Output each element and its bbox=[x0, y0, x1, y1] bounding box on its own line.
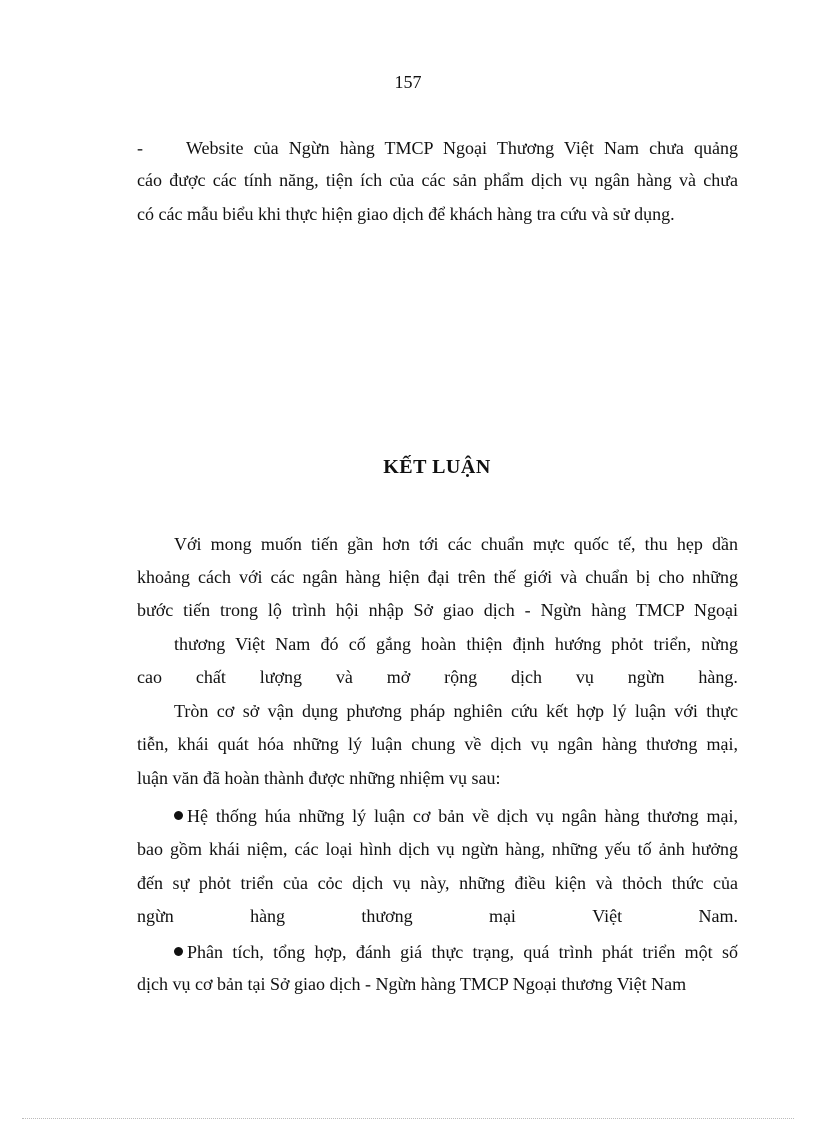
p2-line-1: Tròn cơ sở vận dụng phương pháp nghiên cứu kết hợp lý luận với thực bbox=[174, 701, 738, 721]
top-line-2: cáo được các tính năng, tiện ích của các sản phẩm dịch vụ ngân hàng và chưa bbox=[137, 170, 738, 190]
word: mại bbox=[488, 906, 516, 926]
p1-line-5 bbox=[137, 665, 738, 689]
bullet-2-line-1-text: Phân tích, tổng hợp, đánh giá thực trạng, quá trình phát triển một số bbox=[187, 942, 738, 962]
bullet-1-line-3: đến sự phỏt triển của cỏc dịch vụ này, những điều kiện và thỏch thức của bbox=[137, 873, 738, 893]
word: cao bbox=[137, 667, 162, 687]
p2-line-2: tiễn, khái quát hóa những lý luận chung về dịch vụ ngân hàng thương mại, bbox=[137, 734, 738, 754]
word: rộng bbox=[444, 667, 478, 687]
bullet-2-line-2: dịch vụ cơ bản tại Sở giao dịch - Ngừn hàng TMCP Ngoại thương Việt Nam bbox=[137, 974, 687, 994]
top-line-1-text: Website của Ngừn hàng TMCP Ngoại Thương Việt Nam chưa quảng bbox=[186, 138, 738, 158]
p1-line-3: bước tiến trong lộ trình hội nhập Sở giao dịch - Ngừn hàng TMCP Ngoại bbox=[137, 600, 738, 620]
p1-line-4: thương Việt Nam đó cố gắng hoàn thiện định hướng phỏt triển, nừng bbox=[174, 634, 738, 654]
word: và bbox=[335, 667, 353, 687]
bullet-1-line-2: bao gồm khái niệm, các loại hình dịch vụ ngừn hàng, những yếu tố ảnh hưởng bbox=[137, 839, 738, 859]
bullet-1-line-4 bbox=[137, 904, 738, 928]
p1-line-2: khoảng cách với các ngân hàng hiện đại trên thế giới và chuẩn bị cho những bbox=[137, 567, 738, 587]
word: hàng. bbox=[698, 667, 738, 687]
bullet-dot-icon bbox=[174, 811, 183, 820]
word: mở bbox=[386, 667, 411, 687]
word: vụ bbox=[575, 667, 594, 687]
word: ngừn bbox=[627, 667, 665, 687]
bullet-dot-icon bbox=[174, 947, 183, 956]
word: chất bbox=[195, 667, 226, 687]
page-bottom-divider bbox=[22, 1118, 794, 1119]
word: dịch bbox=[511, 667, 543, 687]
top-line-3: có các mẫu biểu khi thực hiện giao dịch để khách hàng tra cứu và sử dụng. bbox=[137, 204, 675, 224]
bullet-2-line-1 bbox=[174, 940, 738, 964]
word: Nam. bbox=[698, 906, 738, 926]
word: Việt bbox=[592, 906, 623, 926]
bullet-1-line-1 bbox=[174, 804, 738, 828]
word: lượng bbox=[259, 667, 302, 687]
top-line-1 bbox=[186, 136, 738, 160]
page-number: 157 bbox=[394, 72, 422, 92]
conclusion-heading: KẾT LUẬN bbox=[383, 456, 491, 478]
p2-line-3: luận văn đã hoàn thành được những nhiệm vụ sau: bbox=[137, 768, 501, 788]
word: ngừn bbox=[137, 906, 174, 926]
bullet-1-line-1-text: Hệ thống húa những lý luận cơ bản về dịch vụ ngân hàng thương mại, bbox=[187, 806, 738, 826]
p1-line-1: Với mong muốn tiến gần hơn tới các chuẩn mực quốc tế, thu hẹp dần bbox=[174, 534, 738, 554]
word: hàng bbox=[250, 906, 286, 926]
list-dash: - bbox=[137, 138, 143, 158]
word: thương bbox=[361, 906, 413, 926]
